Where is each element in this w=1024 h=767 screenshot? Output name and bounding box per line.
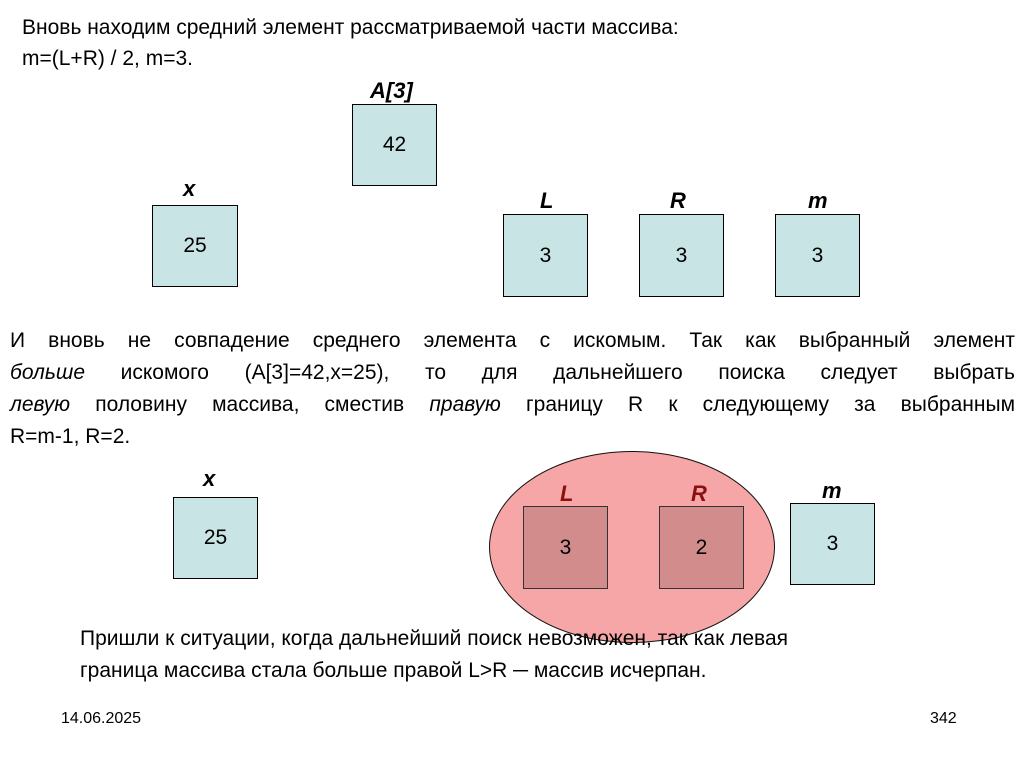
page-number: 342 [930,710,957,727]
x-value-bottom: 25 [203,526,228,549]
l-box-top [503,214,588,297]
m-label-bottom: m [822,478,842,503]
paragraph-line-2-rest: искомого (A[3]=42,x=25), то для дальнейшего поиска следует выбрать [85,361,1015,384]
x-box-top [152,205,238,287]
header-line-1: Вновь находим средний элемент рассматриваемой части массива: [22,16,679,39]
l-label-top: L [540,188,554,213]
r-value-bottom: 2 [695,535,708,559]
m-box-bottom [790,503,875,585]
m-value-bottom: 3 [826,532,839,555]
paragraph-line-1: И вновь не совпадение среднего элемента с искомым. Так как выбранный элемент [10,329,1015,352]
r-box-bottom [659,506,744,589]
r-label-bottom: R [691,481,707,506]
paragraph-line-3-rest: границу R к следующему за выбранным [500,393,1016,416]
paragraph-line-4: R=m-1, R=2. [10,425,131,448]
a3-box [352,104,437,186]
x-value-top: 25 [183,234,207,257]
l-label-bottom: L [560,481,574,506]
r-box-top [639,214,724,297]
conclusion-line-1: Пришли к ситуации, когда дальнейший поиск невозможен, так как левая [80,627,789,650]
header-line-2: m=(L+R) / 2, m=3. [22,47,193,70]
r-label-top: R [670,188,686,213]
a3-value: 42 [382,133,407,156]
r-value-top: 3 [675,243,688,267]
l-box-bottom [523,506,608,589]
x-box-bottom [173,497,258,579]
footer-date: 14.06.2025 [61,710,142,727]
l-value-top: 3 [539,243,552,267]
m-value-top: 3 [811,243,824,267]
paragraph-line-3 [10,390,1015,420]
paragraph-line-2 [10,358,1015,388]
x-label-top: x [183,176,196,201]
emphasis-bolshe: больше [10,361,86,384]
l-value-bottom: 3 [559,535,572,559]
x-label-bottom: x [203,466,216,491]
emphasis-pravuyu: правую [429,393,501,416]
m-box-top [775,214,860,297]
a3-label: A[3] [370,78,413,103]
paragraph-line-3-mid: половину массива, сместив [70,393,430,416]
m-label-top: m [808,188,828,213]
emphasis-levuyu: левую [10,393,71,416]
conclusion-line-2: граница массива стала больше правой L>R ─ массив исчерпан. [80,659,707,682]
